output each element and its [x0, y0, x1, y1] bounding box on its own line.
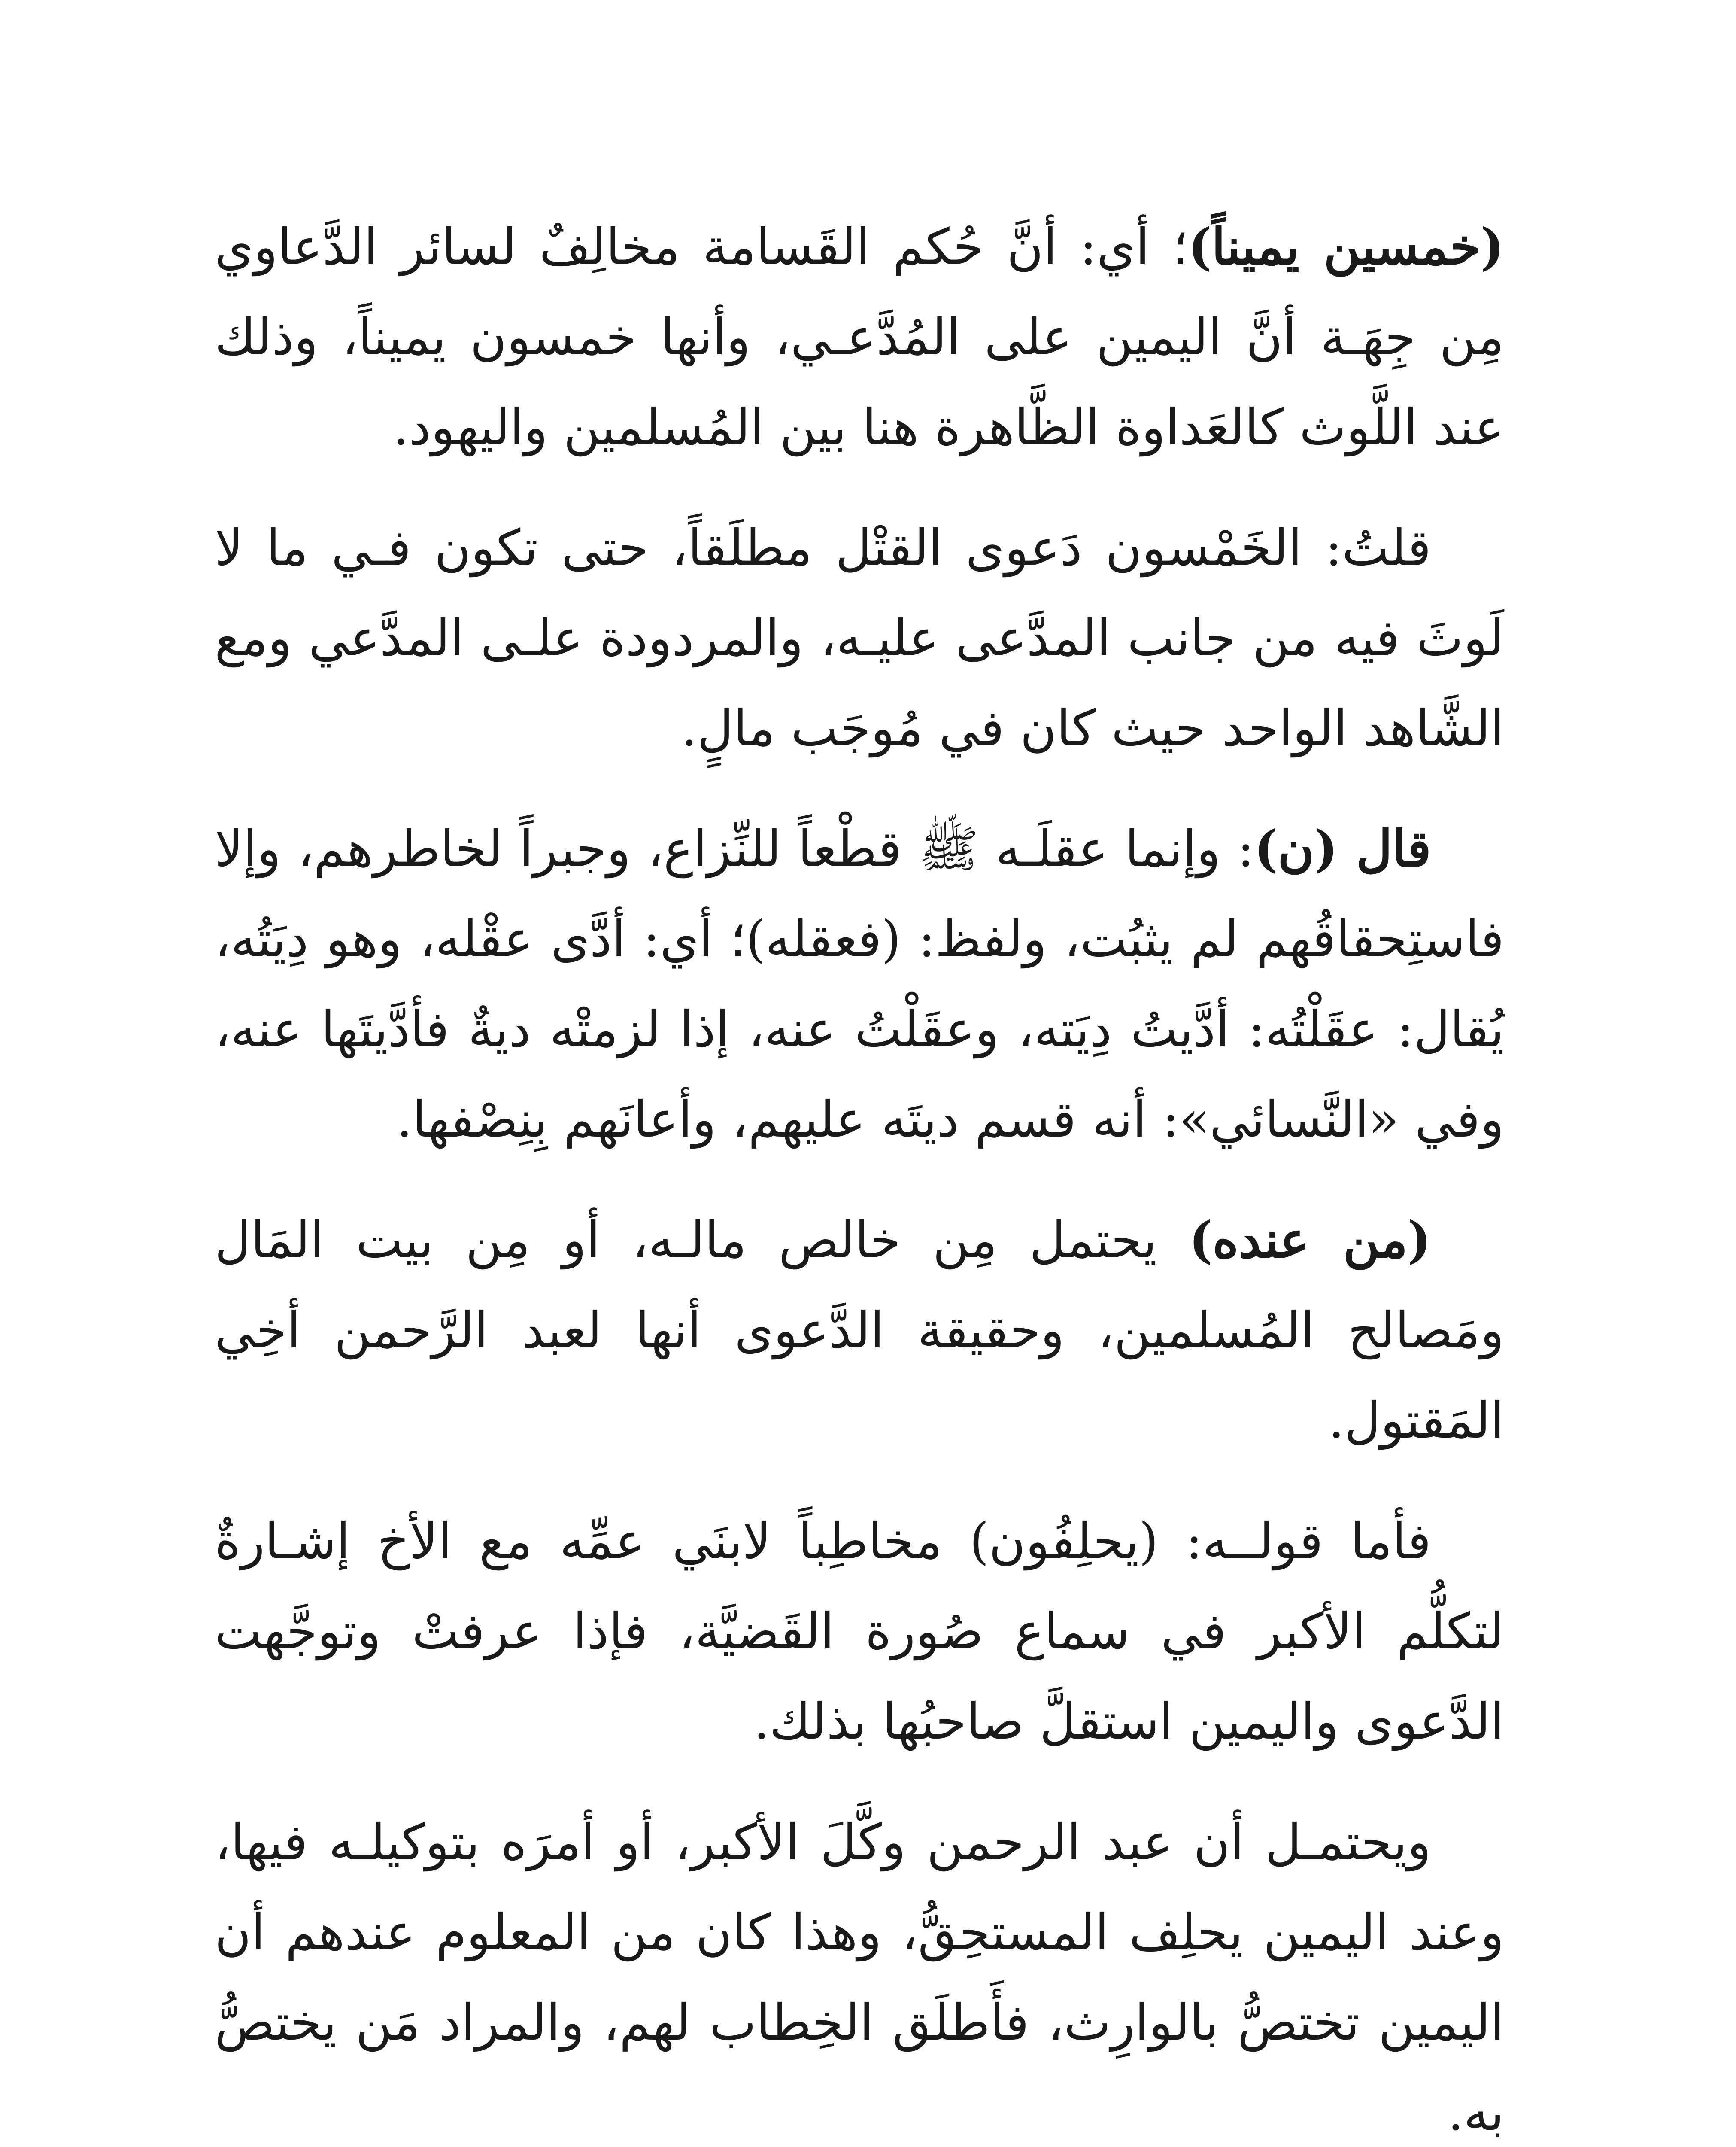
paragraph-5: [215, 1496, 1504, 1767]
paragraph-text: : وإنما عقلَـه ﷺ قطْعاً للنِّزاع، وجبراً لخاطرهم، وإلا فاستِحقاقُهم لم يثبُت، ولفظ: (فعقله)؛ أي: أدَّى عقْله، وهو دِيَتُه، يُقال: عقَلْتُه: أدَّيتُ دِيَته، وعقَلْتُ عنه، إذا لزمتْه ديةٌ فأدَّيتَها عنه، وفي «النَّسائي»: أنه قسم ديتَه عليهم، وأعانَهم بِنِصْفها.: [215, 820, 1504, 1149]
paragraph-lead: قال (ن): [1254, 820, 1431, 878]
paragraph-text: قلتُ: الخَمْسون دَعوى القتْل مطلَقاً، حتى تكون فـي ما لا لَوثَ فيه من جانب المدَّعى عليـه، والمردودة علـى المدَّعي ومع الشَّاهد الواحد حيث كان في مُوجَب مالٍ.: [215, 519, 1504, 757]
paragraph-text: يحتمل مِن خالص مالـه، أو مِن بيت المَال ومَصالح المُسلمين، وحقيقة الدَّعوى أنها لعبد الرَّحمن أخِي المَقتول.: [215, 1211, 1504, 1450]
paragraph-text: فأما قولــه: (يحلِفُون) مخاطِباً لابنَي عمِّه مع الأخ إشـارةٌ لتكلُّم الأكبر في سماع صُورة القَضيَّة، فإذا عرفتْ وتوجَّهت الدَّعوى واليمين استقلَّ صاحبُها بذلك.: [215, 1512, 1504, 1751]
paragraph-1: [215, 202, 1504, 473]
paragraph-2: [215, 503, 1504, 774]
paragraph-text: ؛ أي: أنَّ حُكم القَسامة مخالِفٌ لسائر الدَّعاوي مِن جِهَـة أنَّ اليمين على المُدَّعـي، وأنها خمسون يميناً، وذلك عند اللَّوث كالعَداوة الظَّاهرة هنا بين المُسلمين واليهود.: [215, 218, 1504, 456]
paragraph-6: [215, 1797, 1504, 2147]
paragraph-lead: (من عنده): [1189, 1211, 1431, 1269]
paragraph-text: ويحتمـل أن عبد الرحمن وكَّلَ الأكبر، أو أمرَه بتوكيلـه فيها، وعند اليمين يحلِف المستحِقُّ، وهذا كان من المعلوم عندهم أن اليمين تختصُّ بالوارِث، فأَطلَق الخِطاب لهم، والمراد مَن يختصُّ به.: [215, 1813, 1504, 2142]
paragraph-lead: (خمسين يميناً): [1188, 218, 1504, 276]
page-body-text: [215, 202, 1504, 2147]
paragraph-4: [215, 1195, 1504, 1466]
paragraph-3: [215, 804, 1504, 1165]
